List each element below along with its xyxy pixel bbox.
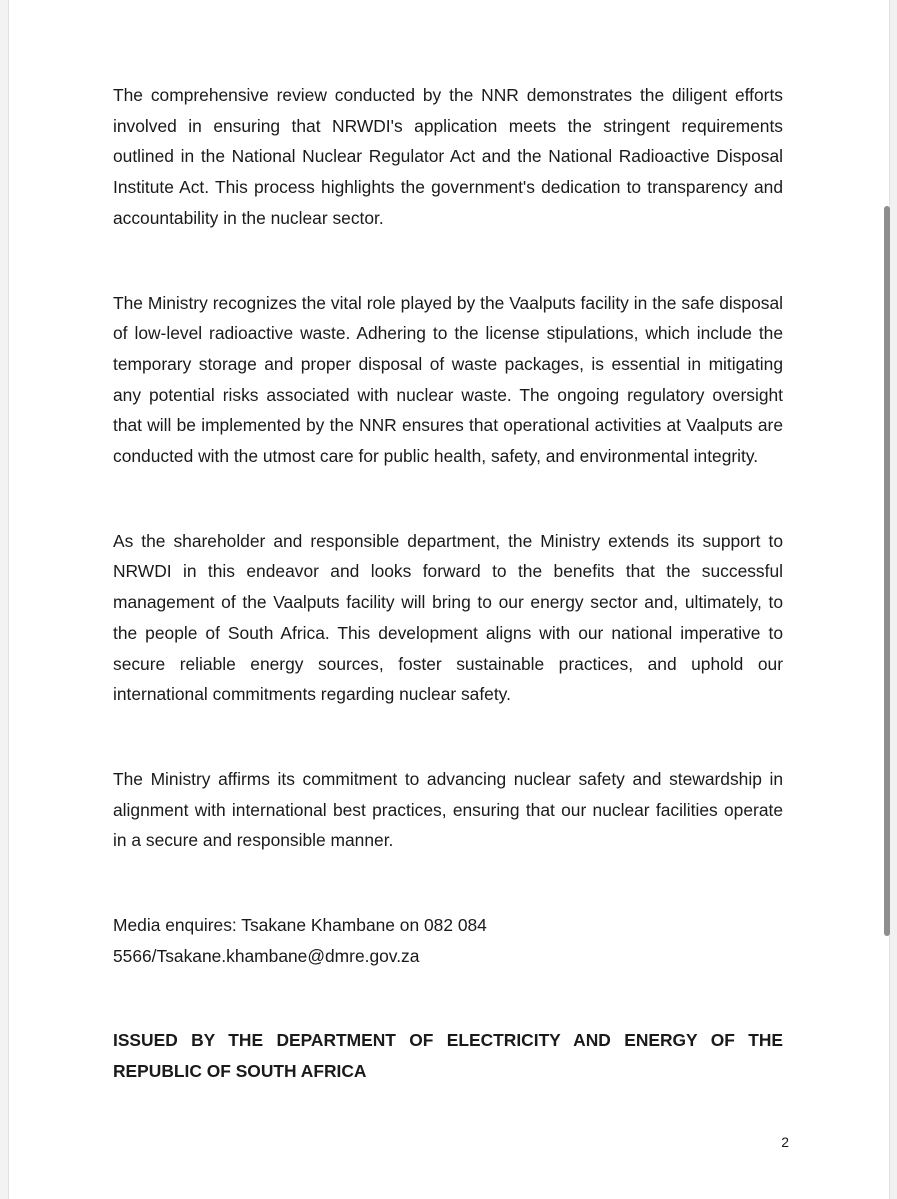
issued-by-statement: ISSUED BY THE DEPARTMENT OF ELECTRICITY AND ENERGY OF THE REPUBLIC OF SOUTH AFRICA — [113, 1030, 783, 1082]
page-content — [113, 80, 783, 1087]
page-edge-left — [0, 0, 9, 1199]
paragraph-nnr-review: The comprehensive review conducted by the NNR demonstrates the diligent efforts involved in ensuring that NRWDI's application meets the stringent requirements outlined in the National Nuclear Regulator Act and the National Radioactive Disposal Institute Act. This process highlights the government's dedication to transparency and accountability in the nuclear sector. — [113, 85, 783, 228]
paragraph-vaalputs-role: The Ministry recognizes the vital role played by the Vaalputs facility in the safe disposal of low-level radioactive waste. Adhering to the license stipulations, which include the temporary storage and proper disposal of waste packages, is essential in mitigating any potential risks associated with nuclear waste. The ongoing regulatory oversight that will be implemented by the NNR ensures that operational activities at Vaalputs are conducted with the utmost care for public health, safety, and environmental integrity. — [113, 292, 783, 467]
page-edge-right — [889, 0, 897, 1199]
scrollbar-thumb[interactable] — [884, 206, 890, 936]
media-enquiries-line-2: 5566/Tsakane.khambane@dmre.gov.za — [113, 945, 420, 966]
paragraph-ministry-support: As the shareholder and responsible department, the Ministry extends its support to NRWDI in this endeavor and looks forward to the benefits that the successful management of the Vaalputs facility will bring to our energy sector and, ultimately, to the people of South Africa. This development aligns with our national imperative to secure reliable energy sources, foster sustainable practices, and uphold our international commitments regarding nuclear safety. — [113, 530, 783, 705]
page-number: 2 — [781, 1134, 789, 1150]
document-page — [9, 0, 889, 1199]
media-enquiries-line-1: Media enquires: Tsakane Khambane on 082 084 — [113, 915, 487, 936]
paragraph-ministry-commitment: The Ministry affirms its commitment to advancing nuclear safety and stewardship in alignment with international best practices, ensuring that our nuclear facilities operate in a secure and responsible manner. — [113, 768, 783, 851]
